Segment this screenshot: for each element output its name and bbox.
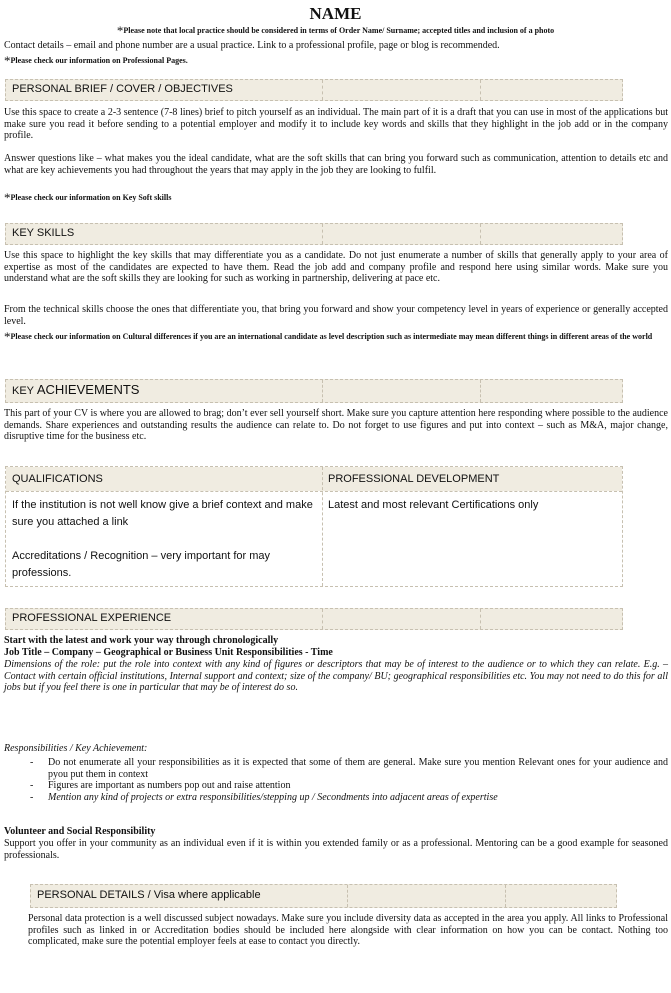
brief-heading: PERSONAL BRIEF / COVER / OBJECTIVES [12, 83, 233, 95]
accreditations-text: Accreditations / Recognition – very important for may professions. [12, 550, 271, 579]
personal-details-text: Personal data protection is a well discussed subject nowadays. Make sure you include diversity data as accepted in the area you apply. All links to Professional profiles such as linked in or Accreditation bodies should be included here alongside with clear information on how you can be contact. Nothing too complicated, make sure the potential employer feels at ease to contact you directly. [28, 913, 668, 948]
job-title-line: Job Title – Company – Geographical or Business Unit Responsibilities - Time [4, 647, 333, 658]
asterisk-icon: * [4, 329, 11, 344]
section-header-personal [30, 884, 617, 908]
volunteer-text: Support you offer in your community as an individual even if it is within you extended family or as a professional. Mentoring can be a good example for seasoned professionals. [4, 838, 668, 861]
order-name-note [0, 23, 671, 38]
soft-skills-note [4, 190, 668, 205]
header-divider [480, 80, 481, 100]
list-item: - Figures are important as numbers pop out and raise attention [4, 780, 668, 792]
responsibilities-label: Responsibilities / Key Achievement: [4, 743, 148, 754]
role-dimensions-text: Dimensions of the role: put the role into context with any kind of figures or descriptors that may be of interest to the audience or to which they can relate. E.g. – Contact with certain official institutions, Internal support and context; size of the company/ BU; geographical responsibilities etc. You may not need to do this for all jobs but if you feel there is one in particular that may be of interest do so. [4, 659, 668, 694]
header-divider [322, 80, 323, 100]
section-header-experience [5, 608, 623, 630]
skills-paragraph-2: From the technical skills choose the ones that differentiate you, that bring you forward and show your competency level in years of experience or generally accepted level. [4, 304, 668, 327]
header-divider [322, 380, 323, 402]
header-divider [480, 224, 481, 244]
asterisk-icon: * [4, 190, 11, 205]
asterisk-icon: * [116, 23, 124, 38]
achievements-heading-small: KEY [12, 385, 37, 397]
brief-paragraph-2: Answer questions like – what makes you the ideal candidate, what are the soft skills that can bring you forward such as communication, attention to details etc and what are key achievements you had throughout the years that may apply in the job they are looking to fulfil. [4, 153, 668, 176]
development-heading: PROFESSIONAL DEVELOPMENT [328, 473, 500, 485]
brief-paragraph-1: Use this space to create a 2-3 sentence (7-8 lines) brief to pitch yourself as an individual. The main part of it is a draft that you can use in most of the applications but make sure you read it before sending to a potential employer and modify it to include key words and skills that they highlight in the job add or in the company profile. [4, 107, 668, 142]
cultural-differences-note-text: Please check our information on Cultural differences if you are an international candidate as level description such as intermediate may mean different things in different areas of the world [10, 332, 653, 341]
header-divider [347, 885, 348, 907]
header-divider [480, 609, 481, 629]
table-column-divider [322, 467, 323, 586]
achievements-heading-big: ACHIEVEMENTS [36, 382, 140, 397]
qualifications-table [5, 466, 623, 587]
skills-heading: KEY SKILLS [12, 227, 75, 239]
section-header-skills [5, 223, 623, 245]
certifications-text: Latest and most relevant Certifications only [328, 499, 539, 511]
soft-skills-note-text: Please check our information on Key Soft skills [10, 193, 172, 202]
list-item: - Do not enumerate all your responsibilities as it is expected that some of them are general. Make sure you mention Relevant ones for your audience and pyou put them in context [4, 757, 668, 780]
table-row-divider [6, 491, 622, 492]
responsibilities-list [4, 757, 668, 803]
cv-name-heading: NAME [309, 4, 362, 23]
asterisk-icon: * [4, 53, 11, 68]
qualifications-context-text: If the institution is not well know give a brief context and make sure you attached a link [12, 499, 313, 528]
experience-instruction: Start with the latest and work your way through chronologically [4, 635, 279, 646]
experience-heading: PROFESSIONAL EXPERIENCE [12, 612, 172, 624]
section-header-brief [5, 79, 623, 101]
list-item: - Mention any kind of projects or extra responsibilities/stepping up / Secondments into adjacent areas of expertise [4, 792, 668, 804]
cultural-differences-note [4, 329, 668, 344]
personal-heading: PERSONAL DETAILS / Visa where applicable [37, 889, 261, 901]
skills-paragraph-1: Use this space to highlight the key skills that may differentiate you as a candidate. Do not just enumerate a number of skills that generally apply to your area of expertise as most of the candidates are expected to have them. Read the job add and company profile and respond here using similar words. Make sure you understand what are the soft skills they are looking for such as working in partnership, delivering at pace etc. [4, 250, 668, 285]
header-divider [322, 224, 323, 244]
section-header-achievements [5, 379, 623, 403]
volunteer-heading: Volunteer and Social Responsibility [4, 826, 156, 837]
order-name-note-text: Please note that local practice should be considered in terms of Order Name/ Surname; accepted titles and inclusion of a photo [123, 26, 555, 35]
achievements-paragraph: This part of your CV is where you are allowed to brag; don’t ever sell yourself short. Make sure you capture attention here responding where possible to the audience demands. Share experiences and outstanding results the audience can relate to. Do not forget to use figures and put into context – such as M&A, major change, disruptive time for the business etc. [4, 408, 668, 443]
professional-pages-note [4, 53, 668, 68]
qualifications-heading: QUALIFICATIONS [12, 473, 103, 485]
header-divider [322, 609, 323, 629]
header-divider [480, 380, 481, 402]
professional-pages-note-text: Please check our information on Professional Pages. [10, 56, 188, 65]
contact-details-text: Contact details – email and phone number are a usual practice. Link to a professional profile, page or blog is recommended. [4, 40, 500, 51]
achievements-heading [12, 384, 139, 398]
header-divider [505, 885, 506, 907]
